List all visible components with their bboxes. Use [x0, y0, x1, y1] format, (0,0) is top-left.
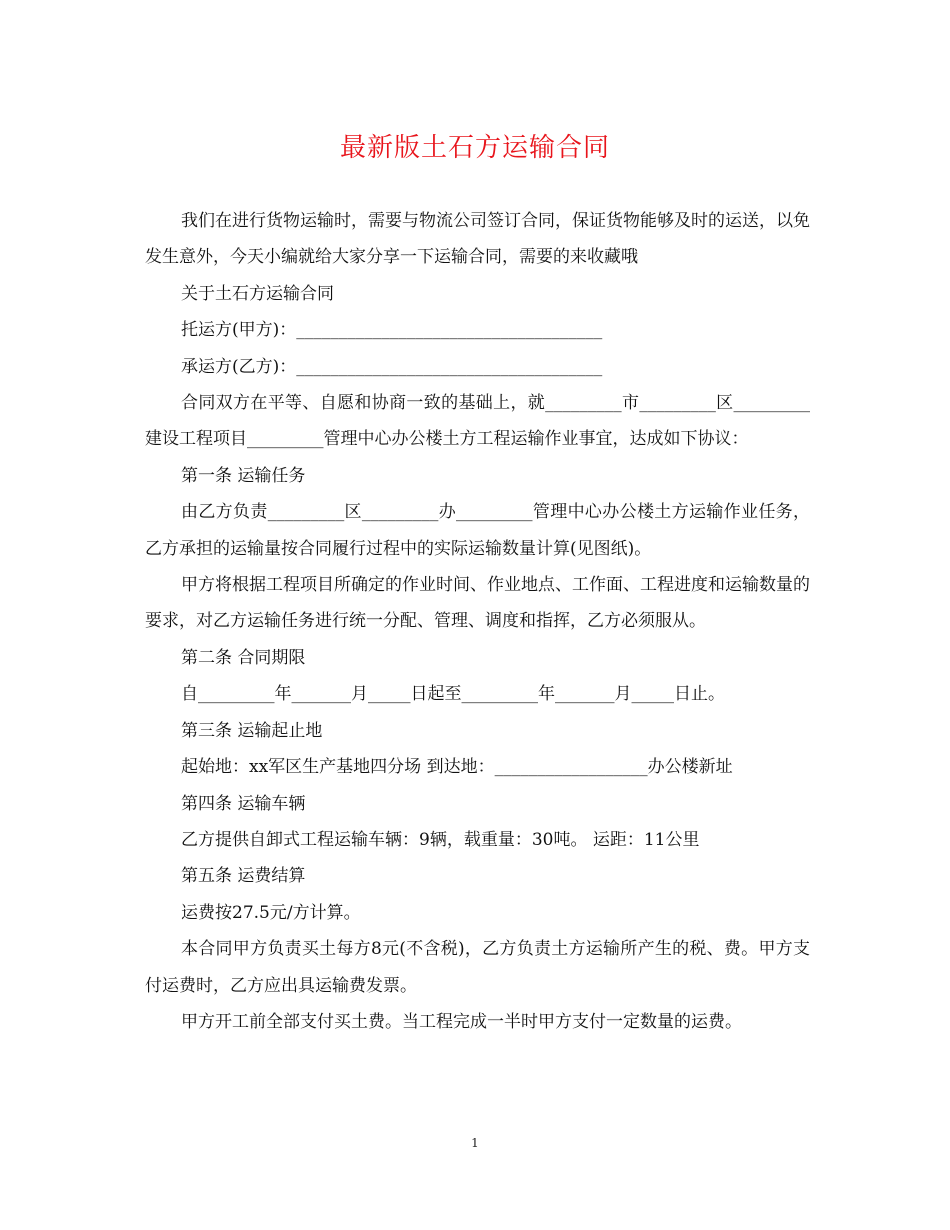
article-1-paragraph-1: 由乙方负责_________区_________办_________管理中心办公楼土方运输作业任务，乙方承担的运输量按合同履行过程中的实际运输数量计算(见图纸)。 [145, 502, 810, 559]
contract-heading: 关于土石方运输合同 [181, 283, 334, 304]
document-title: 最新版土石方运输合同 [339, 133, 610, 163]
article-2-heading: 第二条 合同期限 [181, 647, 306, 668]
article-5-paragraph-1: 运费按27.5元/方计算。 [181, 902, 361, 923]
document-body [145, 203, 810, 1040]
intro-paragraph: 我们在进行货物运输时，需要与物流公司签订合同，保证货物能够及时的运送，以免发生意外，今天小编就给大家分享一下运输合同，需要的来收藏哦 [145, 211, 810, 268]
article-5-heading: 第五条 运费结算 [181, 866, 306, 887]
article-2-paragraph: 自_________年_______月_____日起至_________年_______月_____日止。 [181, 684, 725, 705]
article-3-heading: 第三条 运输起止地 [181, 720, 323, 741]
article-5-paragraph-2: 本合同甲方负责买土每方8元(不含税)，乙方负责土方运输所产生的税、费。甲方支付运费时，乙方应出具运输费发票。 [145, 939, 810, 996]
agreement-preamble: 合同双方在平等、自愿和协商一致的基础上，就_________市_________区_________建设工程项目_________管理中心办公楼土方工程运输作业事宜，达成如下协议： [145, 393, 810, 450]
party-b-line: 承运方(乙方)：____________________________________ [181, 356, 603, 377]
article-1-heading: 第一条 运输任务 [181, 465, 306, 486]
article-5-paragraph-3: 甲方开工前全部支付买土费。当工程完成一半时甲方支付一定数量的运费。 [181, 1011, 742, 1032]
article-3-paragraph: 起始地：xx军区生产基地四分场 到达地：__________________办公楼新址 [181, 757, 733, 778]
party-a-line: 托运方(甲方)：____________________________________ [181, 320, 603, 341]
article-4-paragraph: 乙方提供自卸式工程运输车辆：9辆，载重量：30吨。 运距：11公里 [181, 829, 700, 850]
article-4-heading: 第四条 运输车辆 [181, 793, 306, 814]
page-number: 1 [471, 1136, 479, 1150]
article-1-paragraph-2: 甲方将根据工程项目所确定的作业时间、作业地点、工作面、工程进度和运输数量的要求，对乙方运输任务进行统一分配、管理、调度和指挥，乙方必须服从。 [145, 575, 810, 632]
